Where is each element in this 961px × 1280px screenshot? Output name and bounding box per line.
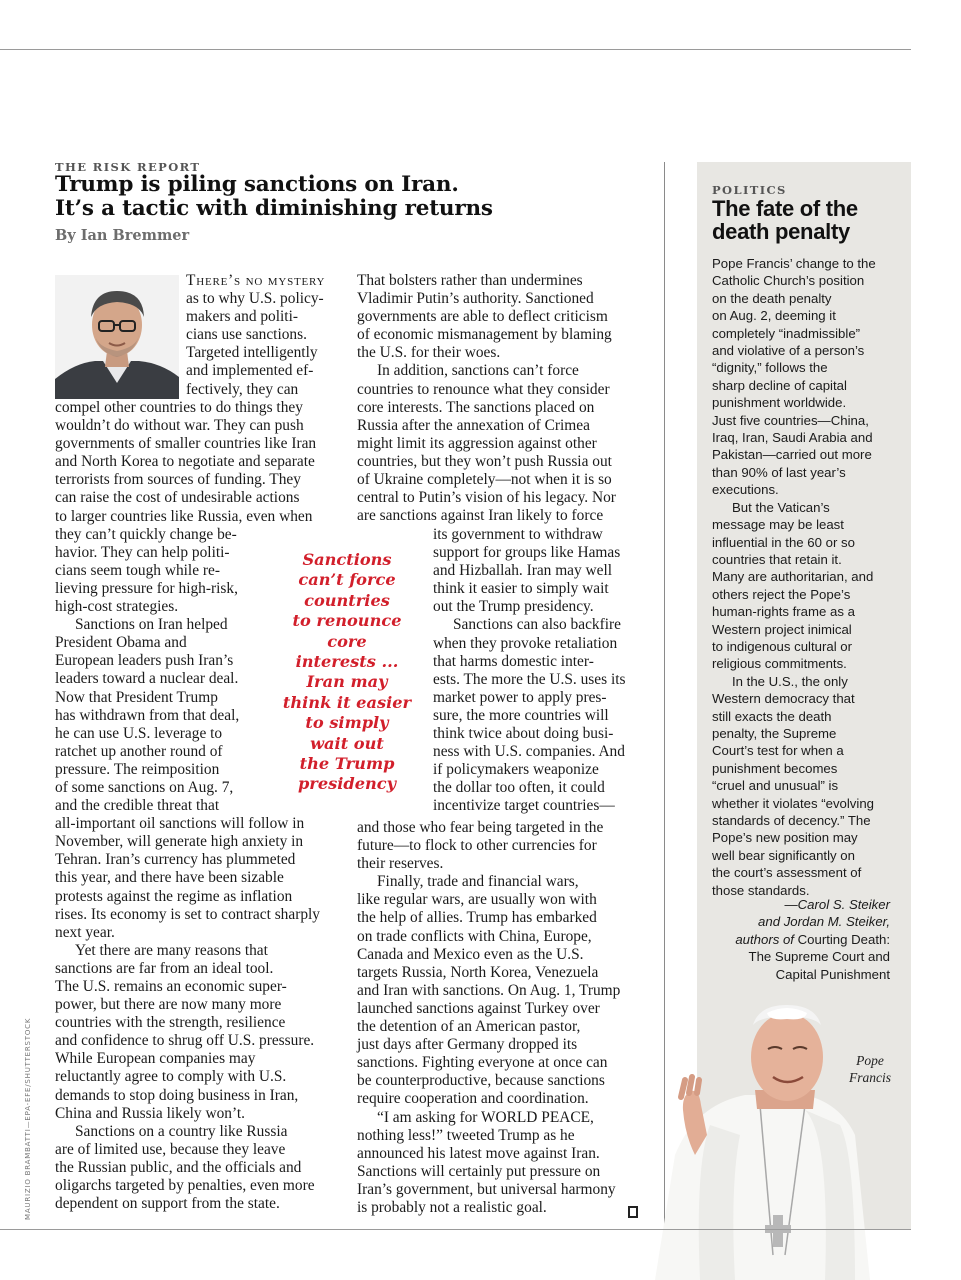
body-line: next year. [55, 923, 115, 941]
sidebar-line: Just five countries—China, [712, 412, 869, 428]
sidebar-line: standards of decency.” The [712, 813, 871, 828]
sidebar-line: on the death penalty [712, 290, 832, 306]
sidebar-line: punishment becomes [712, 760, 838, 776]
sidebar-line: religious commitments. [712, 656, 847, 672]
body-line: terrorists from sources of funding. They [55, 471, 301, 489]
body-line: Iran’s government, but universal harmony [357, 1180, 616, 1198]
body-line: Sanctions will certainly put pressure on [357, 1162, 601, 1180]
sidebar-line: executions. [712, 482, 779, 498]
photo-credit: MAURIZIO BRAMBATTI—EPA-EFE/SHUTTERSTOCK [24, 1017, 32, 1220]
sidebar-line: In the U.S., the only [732, 673, 848, 689]
body-line: are sanctions against Iran likely to force [357, 507, 604, 525]
sidebar-title-line-2: death penalty [712, 219, 850, 244]
article-col1 [55, 399, 340, 1213]
body-line: sanctions. Fighting everyone at once can [357, 1054, 608, 1072]
article-col2-top [357, 272, 642, 525]
body-line: lieving pressure for high-risk, [55, 579, 238, 597]
body-line: be counterproductive, because sanctions [357, 1072, 605, 1090]
body-line: That bolsters rather than undermines [357, 272, 583, 289]
headline-line-1: Trump is piling sanctions on Iran. [55, 172, 459, 197]
pull-quote-line: presidency [297, 774, 397, 794]
body-line: cians seem tough while re- [55, 561, 220, 579]
sidebar-line: Iraq, Iran, Saudi Arabia and [712, 430, 873, 446]
sidebar-line: others reject the Pope’s [712, 586, 851, 602]
body-line: like regular wars, are usually won with [357, 891, 597, 909]
attribution-author: and Jordan M. Steiker, [758, 914, 890, 930]
body-line: and North Korea to negotiate and separate [55, 453, 315, 471]
body-line: and Hizballah. Iran may well [433, 562, 613, 580]
headline-line-2: It’s a tactic with diminishing returns [55, 196, 493, 221]
body-line: their reserves. [357, 855, 444, 873]
body-line: Yet there are many reasons that [75, 941, 268, 959]
body-line: reluctantly agree to comply with U.S. [55, 1068, 287, 1086]
body-line: future—to flock to other currencies for [357, 837, 597, 855]
body-line: dependent on support from the state. [55, 1195, 280, 1213]
pull-quote-line: Sanctions [302, 550, 392, 569]
body-line: Tehran. Iran’s currency has plummeted [55, 851, 296, 869]
body-line: rises. Its economy is set to contract sharply [55, 905, 320, 923]
body-line: European leaders push Iran’s [55, 652, 234, 670]
body-line: ratchet up another round of [55, 742, 223, 760]
body-line: Now that President Trump [55, 688, 218, 706]
body-line: countries with the strength, resilience [55, 1014, 286, 1032]
paragraph [55, 1123, 340, 1213]
body-line: central to Putin’s vision of his legacy. Nor [357, 489, 616, 507]
body-line: core interests. The sanctions placed on [357, 398, 595, 416]
body-line: power, but there are now many more [55, 996, 282, 1014]
body-line: nothing less!” tweeted Trump as he [357, 1126, 575, 1144]
body-line: incentivize target countries— [433, 797, 615, 815]
attribution-prefix: authors of [735, 931, 798, 947]
body-line: on trade conflicts with China, Europe, [357, 927, 592, 945]
body-line: as to why U.S. policy- [186, 290, 324, 308]
pull-quote-line: can’t force [298, 570, 396, 590]
body-line: market power to apply pres- [433, 688, 607, 706]
body-line: governments of smaller countries like Iran [55, 435, 317, 453]
body-line: Vladimir Putin’s authority. Sanctioned [357, 290, 594, 308]
sidebar-line: Pope’s new position may [712, 830, 858, 846]
sidebar-paragraph [712, 499, 902, 673]
body-line: the dollar too often, it could [433, 779, 605, 797]
sidebar-line: Western project inimical [712, 621, 852, 637]
end-of-article-mark [628, 1206, 638, 1218]
body-line: governments are able to deflect criticism [357, 308, 608, 326]
body-line: demands to stop doing business in Iran, [55, 1086, 299, 1104]
body-line: Canada and Mexico even as the U.S. [357, 945, 584, 963]
body-line: of Ukraine completely—not when it is so [357, 471, 612, 489]
headline [55, 173, 655, 221]
sidebar-line: still exacts the death [712, 708, 832, 724]
section-kicker: THE RISK REPORT [55, 160, 201, 174]
sidebar-attribution [700, 896, 890, 983]
sidebar-paragraph [712, 255, 902, 499]
body-line: Sanctions can also backfire [453, 616, 621, 634]
body-line: he can use U.S. leverage to [55, 724, 223, 742]
body-line: President Obama and [55, 634, 187, 652]
body-line: countries to renounce what they consider [357, 380, 610, 398]
pull-quote-line: countries [304, 590, 390, 610]
body-line: Sanctions on a country like Russia [75, 1122, 288, 1140]
body-line: launched sanctions against Turkey over [357, 999, 600, 1017]
body-line: protests against the regime as inflation [55, 887, 293, 905]
book-title: The Supreme Court and [748, 949, 890, 965]
body-line: support for groups like Hamas [433, 544, 621, 562]
body-line: that harms domestic inter- [433, 652, 594, 670]
sidebar-line: Catholic Church’s position [712, 273, 865, 289]
body-line: the detention of an American pastor, [357, 1018, 581, 1036]
sidebar-line: But the Vatican’s [732, 499, 830, 515]
sidebar-line: whether it violates “evolving [712, 795, 874, 811]
body-line: November, will generate high anxiety in [55, 833, 304, 851]
body-line: In addition, sanctions can’t force [377, 362, 579, 380]
pull-quote-line: to renounce [292, 611, 402, 631]
pull-quote-line: wait out [310, 733, 384, 753]
body-line: Russia after the annexation of Crimea [357, 416, 590, 434]
byline: By Ian Bremmer [55, 227, 190, 244]
sidebar-line: well bear significantly on [712, 847, 855, 863]
body-line: pressure. The reimposition [55, 760, 220, 778]
body-line: Sanctions on Iran helped [75, 616, 228, 634]
paragraph [55, 942, 340, 1123]
body-line: havior. They can help politi- [55, 543, 230, 561]
sidebar-line: completely “inadmissible” [712, 325, 861, 341]
body-line: might limit its aggression against other [357, 434, 597, 452]
body-line: to larger countries like Russia, even when [55, 507, 313, 525]
pull-quote-line: interests ... [295, 652, 399, 672]
body-line: if policymakers weaponize [433, 761, 599, 779]
pull-quote-line: the Trump [299, 754, 395, 774]
body-line: and the credible threat that [55, 797, 220, 815]
attribution-line [700, 931, 890, 948]
body-line: the Russian public, and the officials and [55, 1158, 302, 1176]
body-line: this year, and there have been sizable [55, 869, 284, 887]
body-line: and those who fear being targeted in the [357, 819, 604, 836]
body-line: think it easier to simply wait [433, 580, 609, 598]
sidebar-line: punishment worldwide. [712, 395, 847, 411]
body-line: targets Russia, North Korea, Venezuela [357, 963, 599, 981]
article-col2-narrow [433, 526, 643, 816]
body-line: of economic mismanagement by blaming [357, 326, 612, 344]
body-line: and Iran with sanctions. On Aug. 1, Trump [357, 981, 621, 999]
author-portrait [55, 275, 179, 399]
body-line: the U.S. for their woes. [357, 344, 501, 362]
book-title: Courting Death: [797, 931, 890, 947]
sidebar-line: Western democracy that [712, 691, 855, 707]
body-line: While European companies may [55, 1050, 256, 1068]
body-line: compel other countries to do things they [55, 399, 303, 416]
body-line: countries, but they won’t push Russia out [357, 452, 612, 470]
sidebar-line: penalty, the Supreme [712, 725, 837, 741]
body-line: ests. The more the U.S. uses its [433, 670, 626, 688]
pull-quote [272, 550, 422, 795]
body-line: fectively, they can [186, 380, 299, 398]
body-line: sure, the more countries will [433, 706, 609, 724]
article-col1-intro [186, 272, 325, 399]
body-line: China and Russia likely won’t. [55, 1104, 245, 1122]
pull-quote-line: to simply [305, 713, 389, 733]
sidebar-line: Pope Francis’ change to the [712, 256, 876, 271]
attribution-line [700, 913, 890, 930]
attribution-line [700, 896, 890, 913]
sidebar-line: to indigenous cultural or [712, 638, 853, 654]
sidebar-line: those standards. [712, 882, 810, 898]
sidebar-line: “dignity,” follows the [712, 360, 828, 376]
body-line: all-important oil sanctions will follow in [55, 815, 305, 833]
body-line: high-cost strategies. [55, 598, 179, 616]
body-line: cians use sanctions. [186, 326, 307, 344]
sidebar-kicker: POLITICS [712, 183, 787, 197]
body-line: and confidence to shrug off U.S. pressure. [55, 1032, 315, 1050]
body-line: oligarchs targeted by penalties, even more [55, 1177, 315, 1195]
pull-quote-line: core [327, 631, 367, 651]
pope-photo [655, 985, 911, 1280]
body-line: just days after Germany dropped its [357, 1036, 578, 1054]
pull-quote-line: think it easier [282, 692, 412, 712]
sidebar-title [712, 197, 902, 243]
body-line: ness with U.S. companies. And [433, 743, 625, 761]
sidebar-paragraph [712, 673, 902, 899]
body-line: of some sanctions on Aug. 7, [55, 778, 234, 796]
sidebar-line: “cruel and unusual” is [712, 778, 839, 794]
body-line: its government to withdraw [433, 526, 603, 543]
book-title: Capital Punishment [775, 966, 890, 982]
body-line: and implemented ef- [186, 362, 314, 380]
caption-line: Pope [856, 1053, 884, 1068]
body-line: “I am asking for WORLD PEACE, [377, 1108, 594, 1126]
body-line: The U.S. remains an economic super- [55, 978, 287, 995]
sidebar-line: message may be least [712, 517, 844, 533]
body-line: is probably not a realistic goal. [357, 1198, 547, 1216]
sidebar-title-line-1: The fate of the [712, 196, 858, 221]
body-line: makers and politi- [186, 308, 298, 326]
sidebar-line: than 90% of last year’s [712, 464, 846, 480]
sidebar-line: on Aug. 2, deeming it [712, 308, 836, 324]
body-line: announced his latest move against Iran. [357, 1144, 600, 1162]
sidebar-line: sharp decline of capital [712, 377, 847, 393]
body-line: sanctions are far from an ideal tool. [55, 959, 274, 977]
attribution-author: —Carol S. Steiker [784, 897, 890, 912]
article-col2-bottom [357, 819, 642, 1217]
sidebar-line: Pakistan—carried out more [712, 447, 872, 463]
body-line: has withdrawn from that deal, [55, 706, 240, 724]
bottom-rule [0, 1229, 911, 1230]
body-line: are of limited use, because they leave [55, 1140, 286, 1158]
sidebar-line: human-rights frame as a [712, 604, 855, 620]
body-line: Finally, trade and financial wars, [377, 873, 579, 891]
body-line: they can’t quickly change be- [55, 525, 237, 543]
sidebar-line: Court’s test for when a [712, 743, 844, 759]
body-line: wouldn’t do without war. They can push [55, 417, 304, 435]
lead-in: There’s no mystery [186, 272, 326, 289]
body-line: the help of allies. Trump has embarked [357, 909, 597, 927]
sidebar-line: the court’s assessment of [712, 865, 862, 881]
body-line: when they provoke retaliation [433, 634, 618, 652]
caption-line: Francis [849, 1070, 891, 1085]
pull-quote-line: Iran may [306, 672, 388, 692]
body-line: think twice about doing busi- [433, 725, 614, 743]
body-line: require cooperation and coordination. [357, 1090, 589, 1108]
sidebar-line: influential in the 60 or so [712, 534, 855, 550]
sidebar-line: countries that retain it. [712, 551, 842, 567]
body-line: out the Trump presidency. [433, 598, 594, 616]
sidebar-body [712, 255, 902, 899]
photo-caption [840, 1052, 900, 1086]
body-line: leaders toward a nuclear deal. [55, 670, 239, 688]
body-line: can raise the cost of undesirable actions [55, 489, 300, 507]
sidebar-line: and violative of a person’s [712, 343, 865, 359]
top-rule [0, 49, 911, 50]
sidebar-line: Many are authoritarian, and [712, 569, 874, 585]
body-line: Targeted intelligently [186, 344, 318, 362]
